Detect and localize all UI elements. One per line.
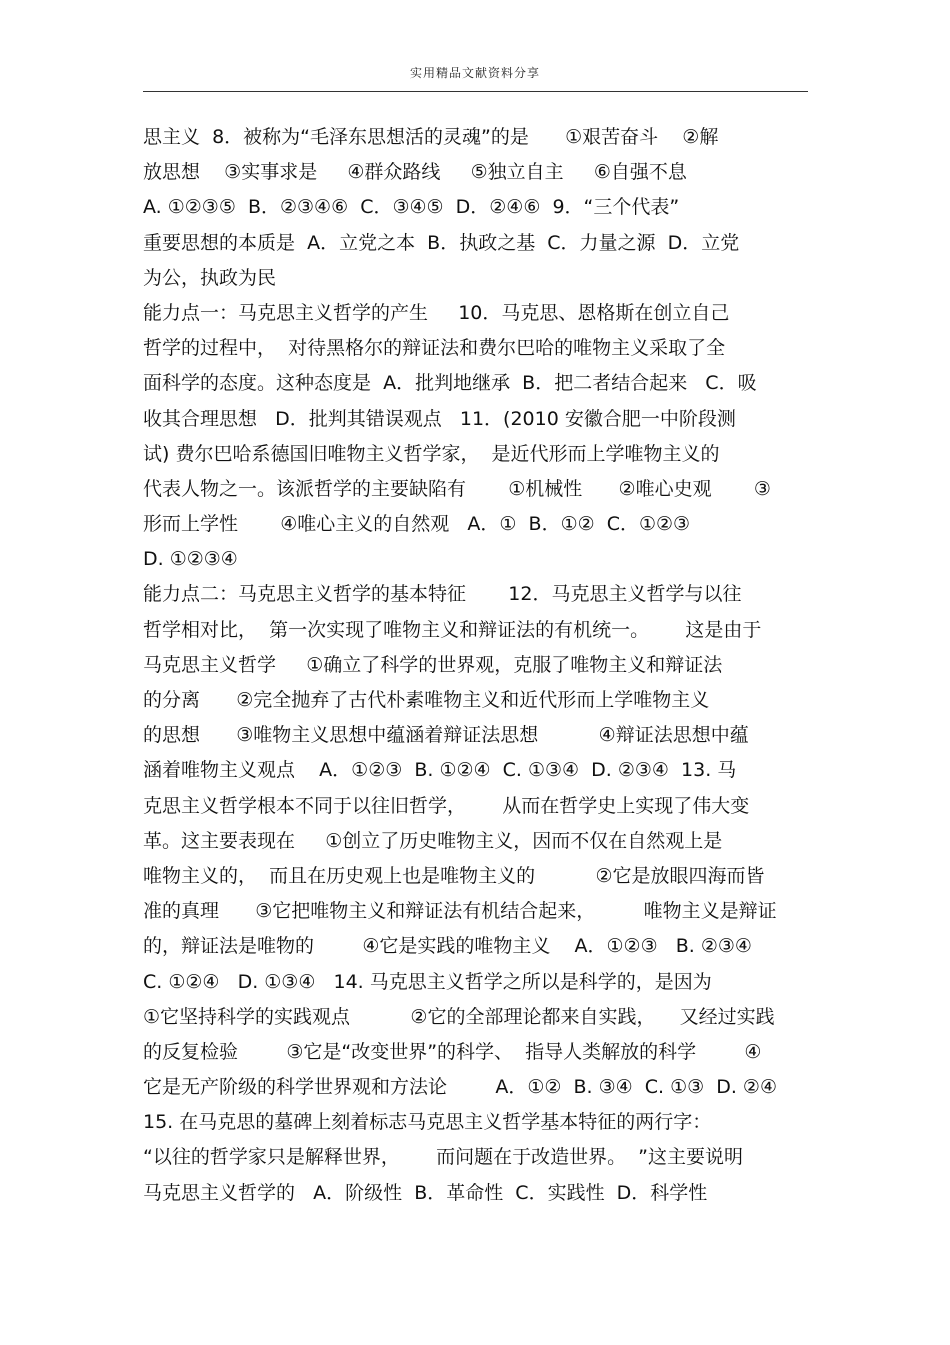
text-line: 哲学的过程中， 对待黑格尔的辩证法和费尔巴哈的唯物主义采取了全: [143, 337, 726, 360]
text-line: 哲学相对比， 第一次实现了唯物主义和辩证法的有机统一。 这是由于: [143, 618, 762, 641]
text-line: 能力点一：马克思主义哲学的产生 10．马克思、恩格斯在创立自己: [143, 301, 730, 324]
text-line: 的分离 ②完全抛弃了古代朴素唯物主义和近代形而上学唯物主义: [143, 689, 710, 711]
text-line: 试) 费尔巴哈系德国旧唯物主义哲学家， 是近代形而上学唯物主义的: [143, 442, 720, 465]
text-line: 面科学的态度。这种态度是 A．批判地继承 B．把二者结合起来 C．吸: [143, 372, 757, 395]
text-line: ①它坚持科学的实践观点 ②它的全部理论都来自实践， 又经过实践: [143, 1005, 775, 1028]
text-line: 革。这主要表现在 ①创立了历史唯物主义，因而不仅在自然观上是: [143, 829, 723, 852]
text-line: 准的真理 ③它把唯物主义和辩证法有机结合起来， 唯物主义是辩证: [143, 900, 777, 923]
text-line: 15. 在马克思的墓碑上刻着标志马克思主义哲学基本特征的两行字：: [143, 1111, 712, 1134]
text-line: 能力点二：马克思主义哲学的基本特征 12．马克思主义哲学与以往: [143, 583, 742, 606]
text-line: 为公，执政为民: [143, 266, 277, 289]
text-line: 它是无产阶级的科学世界观和方法论 A．①② B. ③④ C. ①③ D. ②④: [143, 1076, 777, 1099]
text-line: 代表人物之一。该派哲学的主要缺陷有 ①机械性 ②唯心史观 ③: [143, 477, 771, 500]
text-line: 涵着唯物主义观点 A．①②③ B. ①②④ C. ①③④ D. ②③④ 13. 马: [143, 759, 737, 782]
text-line: 放思想 ③实事求是 ④群众路线 ⑤独立自主 ⑥自强不息: [143, 161, 687, 184]
text-line: 的反复检验 ③它是“改变世界”的科学、 指导人类解放的科学 ④: [143, 1040, 762, 1063]
text-line: 的，辩证法是唯物的 ④它是实践的唯物主义 A．①②③ B. ②③④: [143, 935, 752, 958]
text-line: 收其合理思想 D．批判其错误观点 11．(2010 安徽合肥一中阶段测: [143, 407, 736, 430]
text-line: 形而上学性 ④唯心主义的自然观 A．① B．①② C．①②③: [143, 513, 691, 536]
text-line: 克思主义哲学根本不同于以往旧哲学， 从而在哲学史上实现了伟大变: [143, 794, 750, 817]
text-line: 重要思想的本质是 A．立党之本 B．执政之基 C．力量之源 D．立党: [143, 231, 740, 254]
text-line: 思主义 8．被称为“毛泽东思想活的灵魂”的是 ①艰苦奋斗 ②解: [143, 126, 719, 148]
text-line: 唯物主义的， 而且在历史观上也是唯物主义的 ②它是放眼四海而皆: [143, 864, 765, 887]
text-line: 马克思主义哲学的 A．阶级性 B．革命性 C．实践性 D．科学性: [143, 1181, 708, 1204]
text-line: 马克思主义哲学 ①确立了科学的世界观，克服了唯物主义和辩证法: [143, 653, 723, 676]
page-header: 实用精品文献资料分享: [409, 66, 540, 80]
text-line: A. ①②③⑤ B．②③④⑥ C．③④⑤ D．②④⑥ 9．“三个代表”: [143, 196, 680, 219]
text-line: C. ①②④ D. ①③④ 14. 马克思主义哲学之所以是科学的，是因为: [143, 970, 712, 993]
text-line: 的思想 ③唯物主义思想中蕴涵着辩证法思想 ④辩证法思想中蕴: [143, 724, 749, 747]
header-divider: [143, 91, 808, 92]
text-line: D. ①②③④: [143, 548, 238, 571]
document-body: [143, 120, 823, 1211]
text-line: “以往的哲学家只是解释世界， 而问题在于改造世界。 ”这主要说明: [143, 1146, 744, 1169]
